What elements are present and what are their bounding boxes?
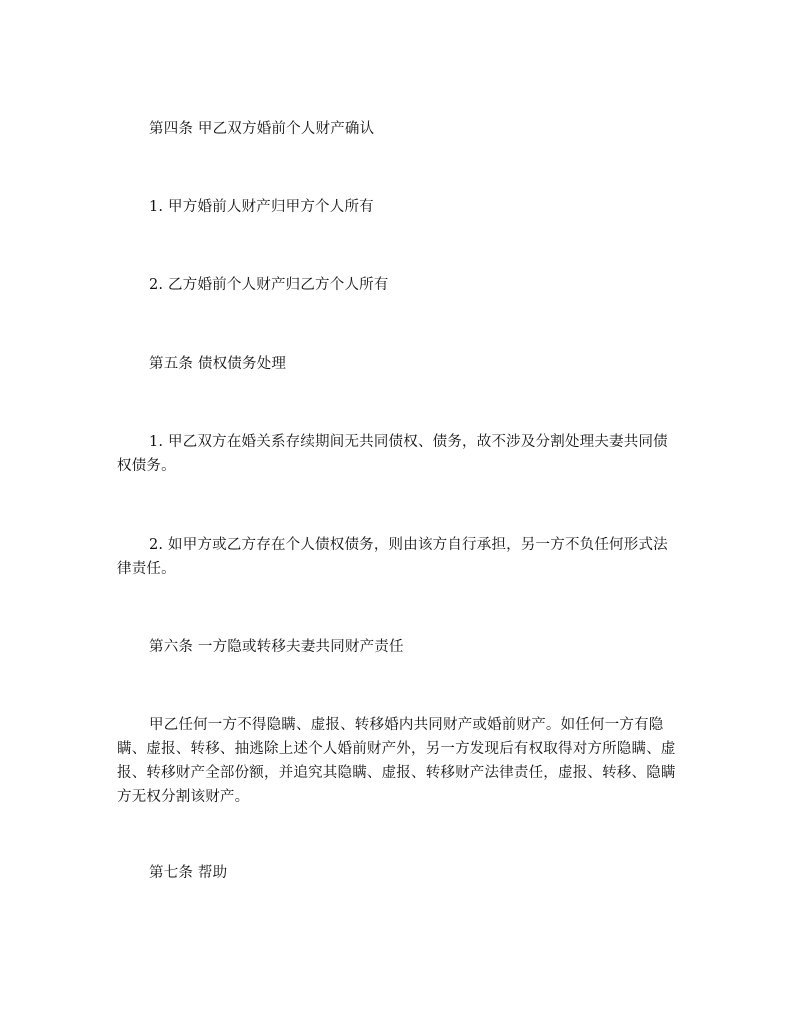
article-6-heading: 第六条 一方隐或转移夫妻共同财产责任 — [149, 639, 404, 655]
article-7-heading: 第七条 帮助 — [149, 865, 228, 881]
article-6-body: 甲乙任何一方不得隐瞒、虚报、转移婚内共同财产或婚前财产。如任何一方有隐瞒、虚报、转移、抽逃除上述个人婚前财产外，另一方发现后有权取得对方所隐瞒、虚报、转移财产全部份额，并追究其隐瞒、虚报、转移财产法律责任，虚报、转移、隐瞒方无权分割该财产。 — [117, 717, 676, 805]
article-4-heading: 第四条 甲乙双方婚前个人财产确认 — [149, 121, 375, 137]
article-5-item-1: 1. 甲乙双方在婚关系存续期间无共同债权、债务，故不涉及分割处理夫妻共同债权债务。 — [117, 434, 668, 474]
article-5-item-2: 2. 如甲方或乙方存在个人债权债务，则由该方自行承担，另一方不负任何形式法律责任。 — [117, 537, 668, 577]
article-4-item-1: 1. 甲方婚前人财产归甲方个人所有 — [149, 199, 374, 215]
article-5-heading: 第五条 债权债务处理 — [149, 356, 287, 372]
article-4-item-2: 2. 乙方婚前个人财产归乙方个人所有 — [149, 277, 389, 293]
